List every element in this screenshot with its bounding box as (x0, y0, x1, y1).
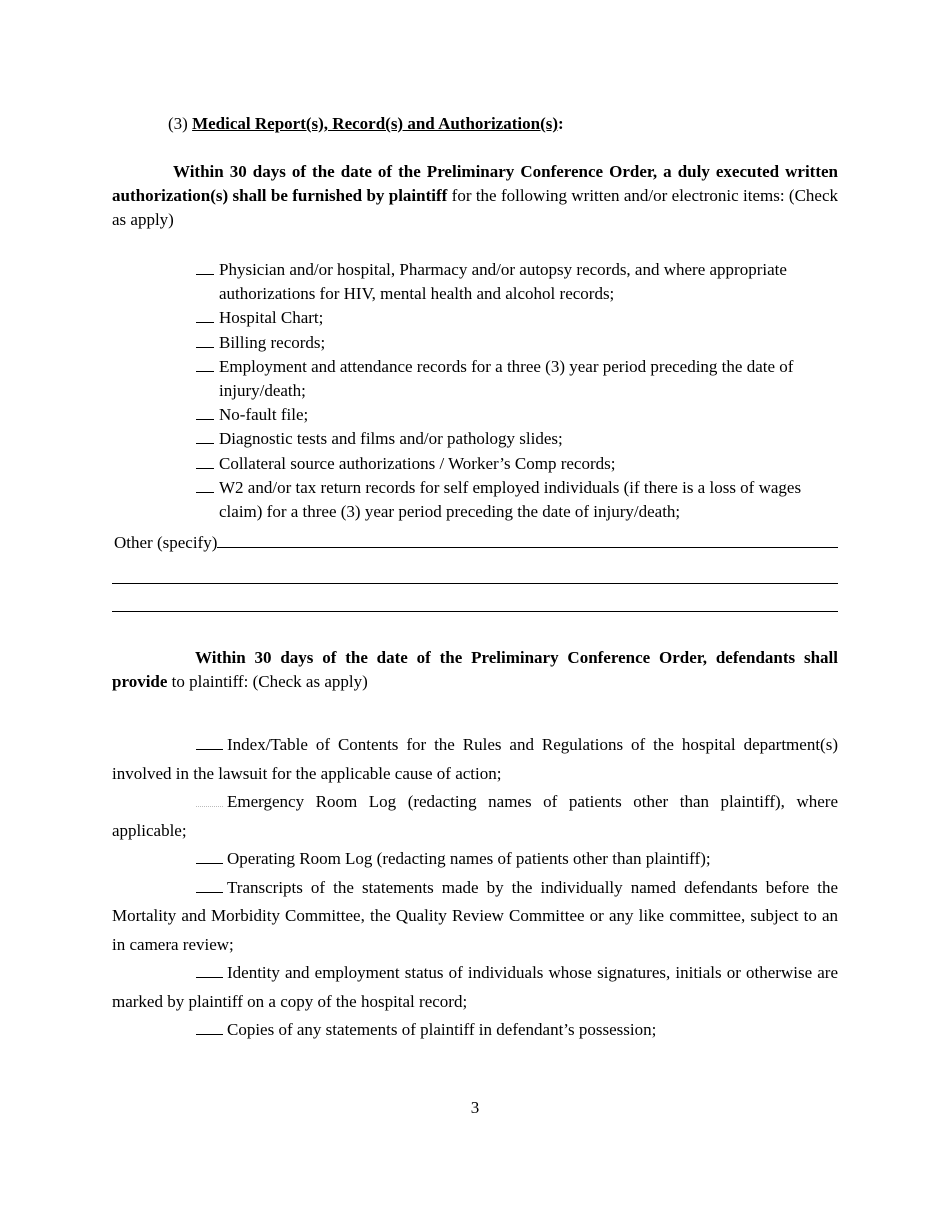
list-item (112, 845, 838, 874)
item-text: Collateral source authorizations / Worker’s Comp records; (219, 453, 616, 473)
list-item (112, 788, 838, 845)
list-item (196, 427, 838, 451)
plaintiff-intro-rest: for the following written and/or electronic items: (Check as apply) (112, 186, 839, 229)
item-text: No-fault file; (219, 405, 309, 425)
item-text: Billing records; (219, 332, 326, 352)
section-heading (168, 112, 564, 136)
checkbox-blank[interactable] (196, 259, 214, 275)
section-number: (3) (168, 114, 188, 133)
list-item (196, 306, 838, 330)
defendant-intro-rest: to plaintiff: (Check as apply) (167, 672, 368, 691)
other-specify-row (114, 530, 838, 555)
list-item (112, 731, 838, 788)
item-text: Emergency Room Log (redacting names of patients other than plaintiff), where applicable; (112, 792, 838, 840)
item-text: Hospital Chart; (219, 308, 324, 328)
checkbox-blank[interactable] (196, 477, 214, 493)
checkbox-blank[interactable] (196, 1019, 223, 1035)
plaintiff-intro-bold: Within 30 days of the date of the Preliminary Conference Order, a duly executed written authorization(s) shall be furnished by plaintiff (112, 162, 838, 205)
list-item (196, 476, 838, 524)
list-item (196, 355, 838, 403)
checkbox-blank[interactable] (196, 734, 223, 750)
defendant-items-list (112, 731, 838, 1045)
plaintiff-items-list (196, 258, 838, 524)
checkbox-blank[interactable] (196, 962, 223, 978)
other-specify-field[interactable] (217, 530, 838, 548)
checkbox-blank[interactable] (196, 307, 214, 323)
section-title: Medical Report(s), Record(s) and Authorization(s) (192, 114, 559, 133)
item-text: Transcripts of the statements made by the individually named defendants before the Mortality and Morbidity Committee, the Quality Review Committee or any like committee, subject to an in camera review; (112, 877, 838, 954)
page-number: 3 (470, 1098, 480, 1117)
item-text: Copies of any statements of plaintiff in defendant’s possession; (227, 1020, 657, 1039)
checkbox-blank[interactable] (196, 332, 214, 348)
checkbox-blank[interactable] (196, 848, 223, 864)
list-item (112, 1016, 838, 1045)
item-text: Index/Table of Contents for the Rules and Regulations of the hospital department(s) involved in the lawsuit for the applicable cause of action; (112, 735, 838, 783)
other-specify-label: Other (specify) (114, 533, 218, 552)
list-item (112, 959, 838, 1016)
other-specify-line-2[interactable] (112, 583, 838, 584)
item-text: Identity and employment status of individuals whose signatures, initials or otherwise are marked by plaintiff on a copy of the hospital record; (112, 963, 838, 1011)
list-item (196, 452, 838, 476)
list-item (196, 258, 838, 306)
item-text: Operating Room Log (redacting names of patients other than plaintiff); (227, 849, 711, 868)
defendant-intro-bold: Within 30 days of the date of the Preliminary Conference Order, defendants shall provide (112, 648, 838, 691)
checkbox-blank[interactable] (196, 356, 214, 372)
other-specify-line-3[interactable] (112, 611, 838, 612)
list-item (196, 403, 838, 427)
list-item (112, 874, 838, 960)
item-text: Employment and attendance records for a three (3) year period preceding the date of injury/death; (219, 356, 794, 401)
plaintiff-intro (112, 160, 838, 232)
checkbox-blank[interactable] (196, 791, 223, 807)
item-text: W2 and/or tax return records for self employed individuals (if there is a loss of wages claim) for a three (3) year period preceding the date of injury/death; (219, 477, 802, 522)
checkbox-blank[interactable] (196, 877, 223, 893)
list-item (196, 331, 838, 355)
item-text: Diagnostic tests and films and/or pathology slides; (219, 429, 563, 449)
item-text: Physician and/or hospital, Pharmacy and/or autopsy records, and where appropriate authorizations for HIV, mental health and alcohol records; (219, 260, 787, 304)
defendant-intro (112, 646, 838, 694)
checkbox-blank[interactable] (196, 428, 214, 444)
checkbox-blank[interactable] (196, 453, 214, 469)
checkbox-blank[interactable] (196, 404, 214, 420)
section-colon: : (558, 114, 564, 133)
